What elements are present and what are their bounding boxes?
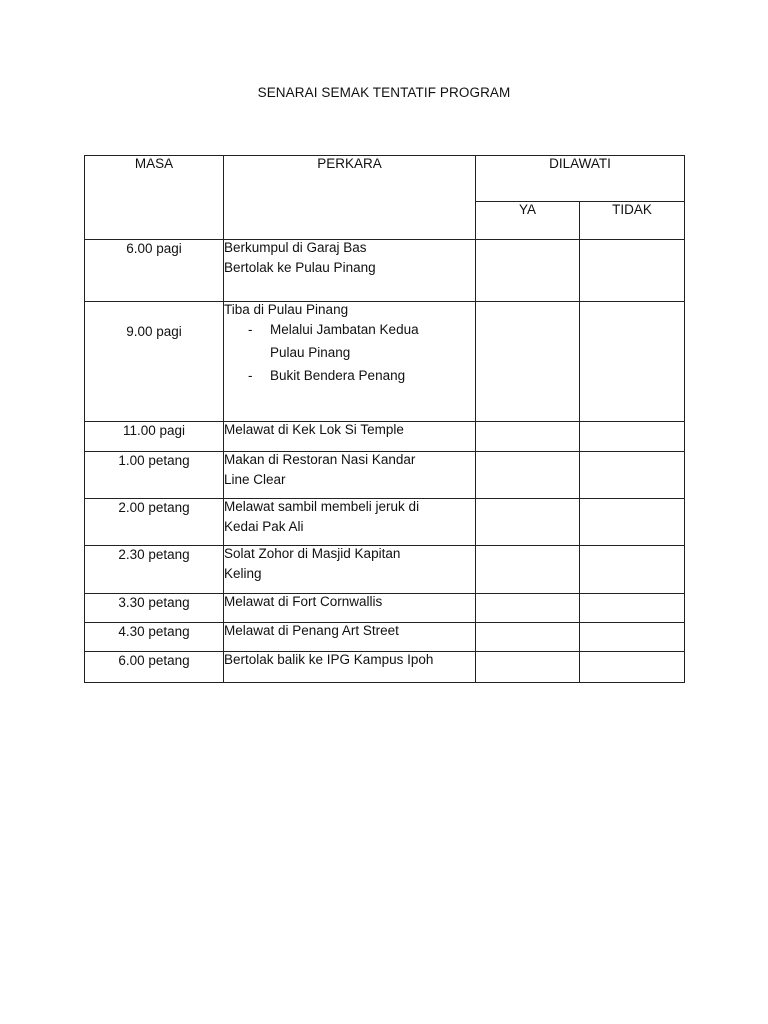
bullet-item: - Bukit Bendera Penang	[248, 368, 406, 383]
activity-line: Melawat di Penang Art Street	[224, 623, 399, 638]
header-no: TIDAK	[580, 202, 685, 240]
table-row	[85, 422, 685, 452]
bullet-continuation: Pulau Pinang	[270, 345, 351, 360]
visited-no-cell[interactable]	[580, 240, 685, 302]
activity-line: Melawat sambil membeli jeruk di	[224, 499, 420, 514]
visited-yes-cell[interactable]	[476, 652, 580, 683]
visited-yes-cell[interactable]	[476, 240, 580, 302]
time-cell: 9.00 pagi	[85, 302, 224, 422]
activity-line: Berkumpul di Garaj Bas	[224, 240, 367, 255]
time-cell: 2.30 petang	[85, 546, 224, 594]
visited-no-cell[interactable]	[580, 652, 685, 683]
activity-line: Solat Zohor di Masjid Kapitan	[224, 546, 401, 561]
activity-cell	[224, 652, 476, 683]
time-cell: 2.00 petang	[85, 499, 224, 546]
activity-cell	[224, 302, 476, 422]
activity-line: Bertolak ke Pulau Pinang	[224, 260, 376, 275]
time-cell: 4.30 petang	[85, 623, 224, 652]
table-row	[85, 452, 685, 499]
visited-yes-cell[interactable]	[476, 546, 580, 594]
visited-yes-cell[interactable]	[476, 302, 580, 422]
visited-yes-cell[interactable]	[476, 499, 580, 546]
activity-line: Kedai Pak Ali	[224, 519, 304, 534]
visited-no-cell[interactable]	[580, 422, 685, 452]
activity-cell	[224, 499, 476, 546]
header-yes: YA	[476, 202, 580, 240]
header-activity: PERKARA	[224, 156, 476, 240]
activity-line: Tiba di Pulau Pinang	[224, 302, 349, 317]
activity-cell	[224, 546, 476, 594]
visited-no-cell[interactable]	[580, 499, 685, 546]
activity-cell	[224, 422, 476, 452]
table-row	[85, 546, 685, 594]
visited-no-cell[interactable]	[580, 623, 685, 652]
activity-line: Keling	[224, 566, 262, 581]
header-time: MASA	[85, 156, 224, 240]
time-cell: 6.00 petang	[85, 652, 224, 683]
activity-line: Bertolak balik ke IPG Kampus Ipoh	[224, 652, 434, 667]
activity-line: Makan di Restoran Nasi Kandar	[224, 452, 416, 467]
document-title: SENARAI SEMAK TENTATIF PROGRAM	[257, 85, 511, 100]
table-row	[85, 240, 685, 302]
activity-cell	[224, 594, 476, 623]
visited-yes-cell[interactable]	[476, 623, 580, 652]
visited-yes-cell[interactable]	[476, 594, 580, 623]
visited-no-cell[interactable]	[580, 546, 685, 594]
activity-cell	[224, 452, 476, 499]
time-cell: 1.00 petang	[85, 452, 224, 499]
activity-cell	[224, 240, 476, 302]
activity-cell	[224, 623, 476, 652]
visited-yes-cell[interactable]	[476, 422, 580, 452]
table-row	[85, 594, 685, 623]
table-row	[85, 302, 685, 422]
table-row	[85, 623, 685, 652]
activity-line: Melawat di Kek Lok Si Temple	[224, 422, 404, 437]
time-cell: 3.30 petang	[85, 594, 224, 623]
program-checklist-table	[84, 155, 685, 683]
activity-line: Melawat di Fort Cornwallis	[224, 594, 383, 609]
bullet-item: - Melalui Jambatan Kedua	[248, 322, 419, 337]
time-cell: 11.00 pagi	[85, 422, 224, 452]
visited-no-cell[interactable]	[580, 302, 685, 422]
table-row	[85, 499, 685, 546]
table-row	[85, 652, 685, 683]
visited-yes-cell[interactable]	[476, 452, 580, 499]
header-visited: DILAWATI	[476, 156, 685, 202]
visited-no-cell[interactable]	[580, 594, 685, 623]
time-cell: 6.00 pagi	[85, 240, 224, 302]
visited-no-cell[interactable]	[580, 452, 685, 499]
activity-line: Line Clear	[224, 472, 286, 487]
